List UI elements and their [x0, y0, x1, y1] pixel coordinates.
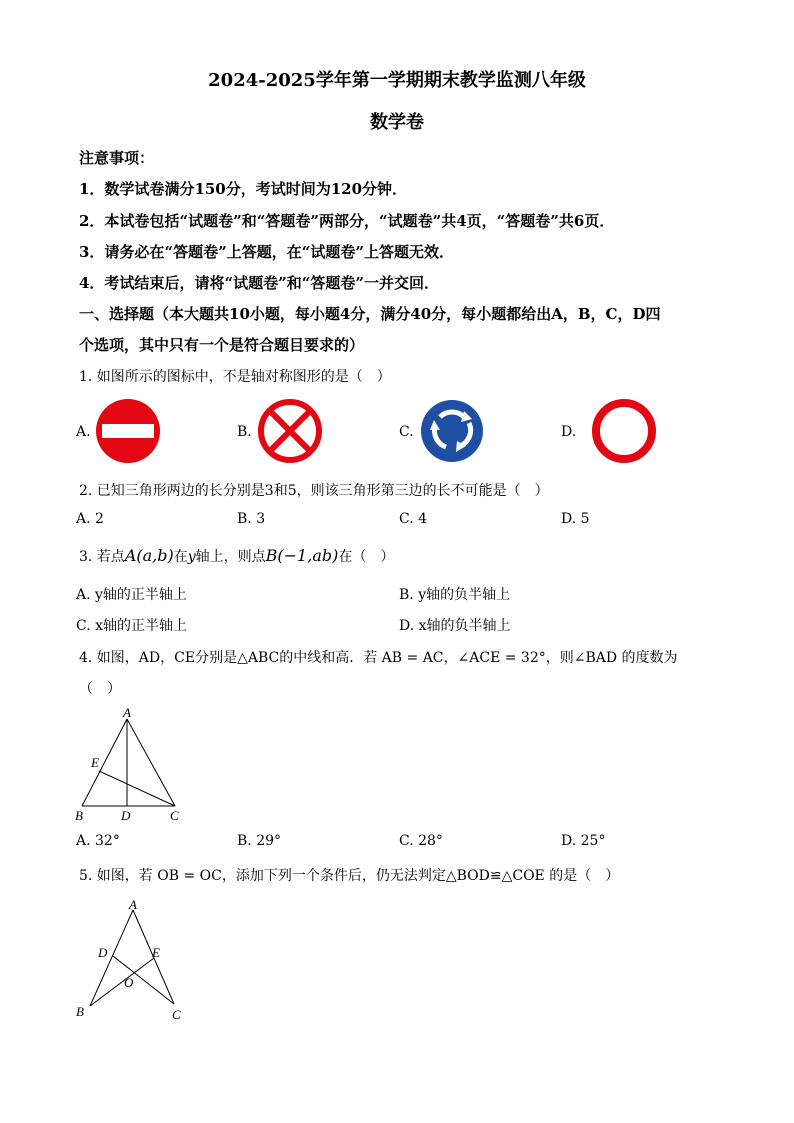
question-4-stem: 4. 如图，AD，CE分别是△ABC的中线和高．若 AB = AC，∠ACE = 32°，则∠BAD 的度数为: [79, 650, 678, 666]
no-vehicles-icon: [591, 398, 657, 464]
label-d: D: [98, 945, 108, 960]
label-e: E: [91, 755, 99, 770]
q3-option-c: C. x轴的正半轴上: [76, 618, 188, 634]
label-d: D: [121, 808, 131, 822]
q4-option-d: D. 25°: [561, 833, 606, 849]
notice-item: 4．考试结束后，请将“试题卷”和“答题卷”一并交回．: [79, 274, 439, 292]
no-stopping-icon: [257, 398, 323, 464]
q3-point-b: B(−1,ab): [265, 546, 339, 565]
q4-option-c: C. 28°: [399, 833, 443, 849]
q1-option-c-label: C.: [399, 424, 414, 440]
label-b: B: [76, 1004, 84, 1019]
notice-item: 1．数学试卷满分150分，考试时间为120分钟．: [79, 180, 408, 198]
label-e: E: [152, 945, 160, 960]
section-heading: 一、选择题（本大题共10小题，每小题4分，满分40分，每小题都给出A，B，C，D四: [79, 305, 661, 323]
label-b: B: [75, 808, 83, 822]
label-a: A: [123, 705, 131, 720]
q4-option-a: A. 32°: [76, 833, 120, 849]
segment-be: [90, 958, 154, 1006]
q3-option-a: A. y轴的正半轴上: [76, 587, 187, 603]
segment-ac: [127, 719, 175, 806]
q1-option-b-label: B.: [237, 424, 252, 440]
q4-option-b: B. 29°: [237, 833, 282, 849]
label-a: A: [129, 897, 137, 912]
label-o: O: [124, 975, 134, 990]
question-4-stem-cont: （ ）: [79, 681, 121, 697]
question-3-stem: [79, 546, 394, 566]
segment-cd: [113, 956, 174, 1004]
q5-diagram: [70, 896, 190, 1024]
notice-item: 3．请务必在“答题卷”上答题，在“试题卷”上答题无效．: [79, 243, 454, 261]
segment-ce: [99, 771, 175, 806]
q3-point-a: A(a,b): [124, 546, 174, 565]
notice-heading: 注意事项：: [79, 149, 155, 167]
segment-ab: [82, 719, 127, 806]
label-c: C: [170, 808, 179, 822]
question-2-stem: 2. 已知三角形两边的长分别是3和5，则该三角形第三边的长不可能是（ ）: [79, 483, 549, 499]
question-5-stem: 5. 如图，若 OB = OC，添加下列一个条件后，仍无法判定△BOD≌△COE 的是（ ）: [79, 868, 620, 884]
q1-option-d-label: D.: [561, 424, 577, 440]
q4-triangle-diagram: [72, 704, 192, 822]
q3-prefix: 3. 若点: [79, 549, 125, 565]
q3-mid2: 轴上，则点: [195, 549, 266, 565]
roundabout-icon: [420, 399, 484, 463]
q3-option-d: D. x轴的负半轴上: [399, 618, 511, 634]
q1-option-a-label: A.: [76, 424, 91, 440]
q2-option-b: B. 3: [237, 511, 266, 527]
q2-option-a: A. 2: [76, 511, 104, 527]
q2-option-c: C. 4: [399, 511, 428, 527]
notice-item: 2．本试卷包括“试题卷”和“答题卷”两部分，“试题卷”共4页，“答题卷”共6页．: [79, 212, 615, 230]
q3-axis: y: [187, 549, 196, 565]
q3-option-b: B. y轴的负半轴上: [399, 587, 511, 603]
section-heading-cont: 个选项，其中只有一个是符合题目要求的）: [79, 336, 365, 354]
label-c: C: [172, 1007, 181, 1022]
segment-ab: [90, 910, 133, 1006]
page-subtitle: 数学卷: [370, 112, 424, 133]
q3-mid1: 在: [173, 549, 188, 565]
question-1-stem: 1. 如图所示的图标中，不是轴对称图形的是（ ）: [79, 369, 391, 385]
q3-suffix: 在（ ）: [338, 549, 395, 565]
q2-option-d: D. 5: [561, 511, 590, 527]
page-title: 2024-2025学年第一学期期末教学监测八年级: [208, 70, 586, 91]
no-entry-icon: [95, 398, 161, 464]
